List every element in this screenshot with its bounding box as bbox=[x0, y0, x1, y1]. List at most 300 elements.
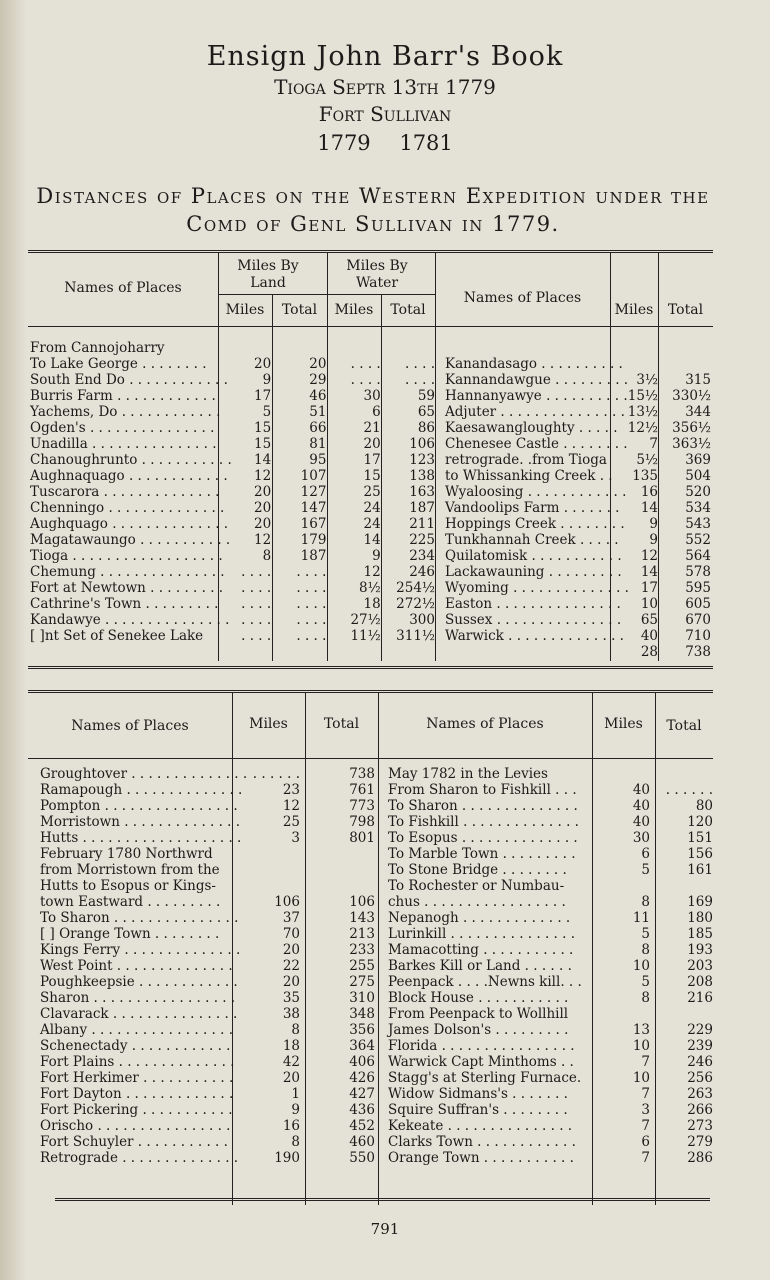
place-name-cell: Burris Farm . . . . . . . . . . . . bbox=[30, 388, 216, 404]
table-row bbox=[445, 628, 711, 644]
table-row bbox=[388, 942, 713, 958]
table-row bbox=[445, 644, 711, 660]
distance-cell: 17 bbox=[253, 388, 272, 404]
place-name-cell: Retrograde . . . . . . . . . . . . . . bbox=[40, 1150, 239, 1166]
distance-cell: 315 bbox=[685, 372, 711, 388]
distance-cell: 10 bbox=[632, 1038, 650, 1054]
table-row bbox=[30, 356, 435, 372]
place-name-cell: Fort at Newtown . . . . . . . . . bbox=[30, 580, 224, 596]
place-name-cell: Kekeate . . . . . . . . . . . . . . . bbox=[388, 1118, 573, 1134]
distance-cell: 550 bbox=[349, 1150, 375, 1166]
distance-cell: 16 bbox=[282, 1118, 300, 1134]
distance-cell: 12½ bbox=[627, 420, 658, 436]
distance-cell: 6 bbox=[641, 1134, 650, 1150]
distance-cell: 187 bbox=[300, 548, 327, 564]
place-name-cell: Clavarack . . . . . . . . . . . . . . . bbox=[40, 1006, 238, 1022]
distance-cell: 30 bbox=[363, 388, 381, 404]
place-name-cell: Warwick . . . . . . . . . . . . . . bbox=[445, 628, 624, 644]
place-name-cell: retrograde. .from Tioga bbox=[445, 452, 607, 468]
distance-cell: 20 bbox=[253, 516, 272, 532]
place-name-cell: to Whissanking Creek . . bbox=[445, 468, 613, 484]
distance-cell: 11 bbox=[632, 910, 650, 926]
distance-cell: . . . . bbox=[404, 356, 435, 372]
place-name-cell: Nepanogh . . . . . . . . . . . . . bbox=[388, 910, 571, 926]
distance-cell: 3½ bbox=[636, 372, 658, 388]
place-name-cell: Fort Pickering . . . . . . . . . . . bbox=[40, 1102, 233, 1118]
place-name-cell: Sussex . . . . . . . . . . . . . . . bbox=[445, 612, 622, 628]
distance-cell: 106 bbox=[409, 436, 435, 452]
table-row bbox=[40, 926, 375, 942]
table-row bbox=[388, 814, 713, 830]
distance-cell: 330½ bbox=[672, 388, 711, 404]
distance-cell bbox=[232, 846, 300, 862]
distance-cell: 6 bbox=[641, 846, 650, 862]
distance-cell: 10 bbox=[632, 1070, 650, 1086]
distance-cell: 13 bbox=[632, 1022, 650, 1038]
distance-cell: 163 bbox=[409, 484, 435, 500]
place-name-cell: Kings Ferry . . . . . . . . . . . . . . bbox=[40, 942, 241, 958]
table-row bbox=[388, 798, 713, 814]
place-name-cell: Ogden's . . . . . . . . . . . . . . . bbox=[30, 420, 215, 436]
distance-cell: 179 bbox=[300, 532, 327, 548]
place-name-cell: Stagg's at Sterling Furnace. bbox=[388, 1070, 582, 1086]
table-row bbox=[388, 782, 713, 798]
distance-cell: 213 bbox=[349, 926, 375, 942]
place-name-cell: Orischo . . . . . . . . . . . . . . . . bbox=[40, 1118, 231, 1134]
place-name-cell: Squire Suffran's . . . . . . . . bbox=[388, 1102, 568, 1118]
distance-cell: 738 bbox=[349, 766, 375, 782]
place-name-cell: From Cannojoharry bbox=[30, 340, 165, 356]
distance-cell: 552 bbox=[685, 532, 711, 548]
distance-cell: 578 bbox=[685, 564, 711, 580]
table-row bbox=[388, 958, 713, 974]
table-row bbox=[40, 1102, 375, 1118]
table-row bbox=[388, 1054, 713, 1070]
table-row bbox=[445, 484, 711, 500]
table-row bbox=[445, 356, 711, 372]
distance-cell: 9 bbox=[649, 532, 658, 548]
distance-cell: 286 bbox=[687, 1150, 713, 1166]
distance-cell: 20 bbox=[282, 1070, 300, 1086]
distance-cell: 12 bbox=[282, 798, 300, 814]
distance-cell: . . . . bbox=[350, 356, 381, 372]
distance-cell: 426 bbox=[349, 1070, 375, 1086]
place-name-cell: Ramapough . . . . . . . . . . . . . . bbox=[40, 782, 243, 798]
place-name-cell: Chemung . . . . . . . . . . . . . . . bbox=[30, 564, 225, 580]
distance-cell: 605 bbox=[685, 596, 711, 612]
distance-cell: . . . . bbox=[241, 612, 272, 628]
distance-cell: 13½ bbox=[627, 404, 658, 420]
place-name-cell: Easton . . . . . . . . . . . . . . . bbox=[445, 596, 621, 612]
table-row bbox=[445, 516, 711, 532]
table2-header-total: Total bbox=[323, 716, 360, 732]
distance-cell: . . . . bbox=[241, 564, 272, 580]
distance-cell: 80 bbox=[695, 798, 713, 814]
table-row bbox=[30, 388, 435, 404]
distance-cell: 798 bbox=[349, 814, 375, 830]
distance-cell: 8 bbox=[262, 548, 272, 564]
table-row bbox=[30, 596, 435, 612]
table-row bbox=[30, 484, 435, 500]
distance-cell: 190 bbox=[274, 1150, 300, 1166]
distance-cell bbox=[598, 750, 650, 766]
table-row bbox=[30, 372, 435, 388]
table-row bbox=[30, 564, 435, 580]
place-name-cell: To Marble Town . . . . . . . . . bbox=[388, 846, 576, 862]
distance-cell bbox=[271, 340, 326, 356]
table1-header-names: Names of Places bbox=[64, 280, 182, 296]
place-name-cell: Morristown . . . . . . . . . . . . . . bbox=[40, 814, 241, 830]
place-name-cell bbox=[445, 644, 610, 660]
place-name-cell: Albany . . . . . . . . . . . . . . . . . bbox=[40, 1022, 233, 1038]
distance-cell: 17 bbox=[363, 452, 381, 468]
place-name-cell: From Peenpack to Wollhill bbox=[388, 1006, 569, 1022]
distance-cell: 279 bbox=[687, 1134, 713, 1150]
place-name-cell: Kannandawgue . . . . . . . . . bbox=[445, 372, 629, 388]
place-name-cell: Warwick Capt Minthoms . . bbox=[388, 1054, 574, 1070]
table-row bbox=[445, 596, 711, 612]
place-name-cell: Chenningo . . . . . . . . . . . . . . bbox=[30, 500, 225, 516]
table2-header-total-right: Total bbox=[666, 718, 702, 734]
place-name-cell: Fort Plains . . . . . . . . . . . . . . bbox=[40, 1054, 235, 1070]
distance-cell: 211 bbox=[409, 516, 435, 532]
distance-cell: 670 bbox=[685, 612, 711, 628]
table-row bbox=[445, 500, 711, 516]
distance-cell: 7 bbox=[641, 1150, 650, 1166]
table-row bbox=[445, 372, 711, 388]
distance-cell: 40 bbox=[632, 798, 650, 814]
distance-cell bbox=[219, 340, 271, 356]
place-name-cell: Peenpack . . . .Newns kill. . . bbox=[388, 974, 582, 990]
distance-cell bbox=[326, 340, 380, 356]
distance-cell: 66 bbox=[309, 420, 327, 436]
distance-cell: 40 bbox=[640, 628, 658, 644]
distance-cell: 452 bbox=[349, 1118, 375, 1134]
table-row bbox=[40, 1134, 375, 1150]
place-name-cell: Widow Sidmans's . . . . . . . bbox=[388, 1086, 568, 1102]
distance-cell: 773 bbox=[349, 798, 375, 814]
distance-cell: 504 bbox=[685, 468, 711, 484]
distance-cell: 225 bbox=[409, 532, 435, 548]
distance-cell: 147 bbox=[300, 500, 327, 516]
table-row bbox=[388, 830, 713, 846]
distance-cell: 761 bbox=[349, 782, 375, 798]
distance-cell bbox=[232, 878, 300, 894]
distance-cell: . . . . bbox=[404, 372, 435, 388]
place-name-cell: Fort Schuyler . . . . . . . . . . . bbox=[40, 1134, 228, 1150]
distance-cell bbox=[300, 878, 375, 894]
distance-cell: 20 bbox=[309, 356, 327, 372]
distance-cell: 40 bbox=[632, 782, 650, 798]
distance-cell: 46 bbox=[309, 388, 327, 404]
table-row bbox=[388, 1086, 713, 1102]
table-row bbox=[30, 500, 435, 516]
place-name-cell: To Sharon . . . . . . . . . . . . . . . bbox=[40, 910, 239, 926]
table1-right bbox=[445, 356, 711, 660]
table-row bbox=[40, 990, 375, 1006]
distance-cell: 246 bbox=[687, 1054, 713, 1070]
distance-cell: 15 bbox=[253, 436, 272, 452]
distance-cell: 8 bbox=[291, 1134, 300, 1150]
table-row bbox=[388, 926, 713, 942]
table-row bbox=[445, 420, 711, 436]
distance-cell bbox=[650, 878, 713, 894]
table-row bbox=[388, 894, 713, 910]
place-name-cell bbox=[40, 750, 232, 766]
table2-header-miles: Miles bbox=[249, 716, 288, 732]
distance-cell: 7 bbox=[649, 436, 658, 452]
distance-cell: 95 bbox=[309, 452, 327, 468]
place-name-cell: South End Do . . . . . . . . . . . . bbox=[30, 372, 228, 388]
distance-cell: 595 bbox=[685, 580, 711, 596]
place-name-cell: [ ]nt Set of Senekee Lake bbox=[30, 628, 204, 644]
place-name-cell: May 1782 in the Levies bbox=[388, 766, 548, 782]
distance-cell: 17 bbox=[640, 580, 658, 596]
distance-cell bbox=[658, 356, 711, 372]
distance-cell: . . . . bbox=[241, 580, 272, 596]
distance-cell: 6 bbox=[372, 404, 381, 420]
place-name-cell: Chenesee Castle . . . . . . . . bbox=[445, 436, 628, 452]
distance-cell: 70 bbox=[282, 926, 300, 942]
distance-cell: 15½ bbox=[627, 388, 658, 404]
title-block bbox=[30, 40, 740, 158]
distance-cell: 123 bbox=[409, 452, 435, 468]
distance-cell: 369 bbox=[685, 452, 711, 468]
place-name-cell: Block House . . . . . . . . . . . bbox=[388, 990, 569, 1006]
distance-cell: 203 bbox=[687, 958, 713, 974]
distance-cell: 5 bbox=[641, 926, 650, 942]
table-row bbox=[30, 452, 435, 468]
distance-cell: 801 bbox=[349, 830, 375, 846]
distance-cell: 86 bbox=[417, 420, 435, 436]
table1-left bbox=[30, 340, 435, 644]
distance-cell: 22 bbox=[282, 958, 300, 974]
distance-cell: 40 bbox=[632, 814, 650, 830]
distance-cell: 234 bbox=[409, 548, 435, 564]
distance-cell: 127 bbox=[300, 484, 327, 500]
place-name-cell: Florida . . . . . . . . . . . . . . . . bbox=[388, 1038, 575, 1054]
book-years: 1779 1781 bbox=[317, 131, 453, 155]
place-name-cell: Kaesawangloughty . . . . . bbox=[445, 420, 618, 436]
distance-cell: 12 bbox=[363, 564, 381, 580]
table-row bbox=[388, 1102, 713, 1118]
place-name-cell: West Point . . . . . . . . . . . . . . bbox=[40, 958, 233, 974]
table-row bbox=[40, 750, 375, 766]
table1-header-miles-by-water: Miles By Water bbox=[346, 258, 408, 291]
place-name-cell: Groughtover . . . . . . . . . . . . . . bbox=[40, 766, 248, 782]
distance-cell: 167 bbox=[300, 516, 327, 532]
distance-cell: 8 bbox=[641, 894, 650, 910]
table-row bbox=[388, 750, 713, 766]
table-row bbox=[445, 468, 711, 484]
distance-cell: 14 bbox=[640, 564, 658, 580]
distance-cell: 1 bbox=[291, 1086, 300, 1102]
table-row bbox=[445, 388, 711, 404]
table-row bbox=[388, 1118, 713, 1134]
place-name-cell: Hannanyawye . . . . . . . . . . bbox=[445, 388, 628, 404]
place-name-cell: Hoppings Creek . . . . . . . . bbox=[445, 516, 625, 532]
place-name-cell: February 1780 Northwrd bbox=[40, 846, 213, 862]
distance-cell bbox=[598, 878, 650, 894]
distance-cell bbox=[598, 766, 650, 782]
table-row bbox=[388, 910, 713, 926]
place-name-cell: To Lake George . . . . . . . . bbox=[30, 356, 207, 372]
table-row bbox=[30, 548, 435, 564]
distance-cell: 14 bbox=[253, 452, 272, 468]
distance-cell: 5 bbox=[262, 404, 272, 420]
distance-cell: 29 bbox=[309, 372, 327, 388]
distance-cell: 25 bbox=[282, 814, 300, 830]
table1-header-miles-right: Miles bbox=[614, 302, 654, 318]
distance-cell: 348 bbox=[349, 1006, 375, 1022]
place-name-cell: Aughquago . . . . . . . . . . . . . . bbox=[30, 516, 229, 532]
distance-cell: 106 bbox=[349, 894, 375, 910]
place-name-cell: Cathrine's Town . . . . . . . . . bbox=[30, 596, 219, 612]
book-title: Ensign John Barr's Book bbox=[206, 41, 564, 72]
distance-cell: 10 bbox=[632, 958, 650, 974]
table1-header-land-total: Total bbox=[281, 302, 318, 318]
distance-cell: 427 bbox=[349, 1086, 375, 1102]
distance-cell: 38 bbox=[282, 1006, 300, 1022]
place-name-cell: chus . . . . . . . . . . . . . . . . . bbox=[388, 894, 566, 910]
place-name-cell: Tuscarora . . . . . . . . . . . . . . bbox=[30, 484, 220, 500]
table-row bbox=[30, 516, 435, 532]
distance-cell: 272½ bbox=[396, 596, 435, 612]
distance-cell: 5 bbox=[641, 974, 650, 990]
distance-cell: 10 bbox=[640, 596, 658, 612]
table1-header-names-right: Names of Places bbox=[463, 290, 582, 306]
distance-cell: 30 bbox=[632, 830, 650, 846]
distance-cell: 254½ bbox=[396, 580, 435, 596]
place-name-cell: Poughkeepsie . . . . . . . . . . . . bbox=[40, 974, 238, 990]
distance-cell: 180 bbox=[687, 910, 713, 926]
distance-cell: 460 bbox=[349, 1134, 375, 1150]
place-name-cell: Sharon . . . . . . . . . . . . . . . . . bbox=[40, 990, 236, 1006]
table1-header-land-miles: Miles bbox=[225, 302, 265, 318]
distance-cell: 15 bbox=[253, 420, 272, 436]
distance-cell: 37 bbox=[282, 910, 300, 926]
table-row bbox=[445, 404, 711, 420]
distance-cell: . . . . bbox=[350, 372, 381, 388]
distance-cell: 20 bbox=[282, 942, 300, 958]
table-row bbox=[30, 404, 435, 420]
distance-cell: . . . . bbox=[296, 564, 327, 580]
distance-cell: 364 bbox=[349, 1038, 375, 1054]
table-row bbox=[388, 1150, 713, 1166]
table-row bbox=[40, 1150, 375, 1166]
place-name-cell bbox=[388, 750, 598, 766]
distance-cell: 246 bbox=[409, 564, 435, 580]
distance-cell: 534 bbox=[685, 500, 711, 516]
table2-header-names-right: Names of Places bbox=[426, 716, 544, 732]
table-row bbox=[30, 340, 435, 356]
book-subtitle-2: Fort Sullivan bbox=[318, 102, 452, 126]
distance-cell: 24 bbox=[363, 500, 381, 516]
distance-cell: 7 bbox=[641, 1086, 650, 1102]
distance-cell: 344 bbox=[685, 404, 711, 420]
table1-header-total-right: Total bbox=[667, 302, 704, 318]
table1-bottom-rule bbox=[28, 666, 713, 669]
distance-cell: 185 bbox=[687, 926, 713, 942]
distance-cell: 15 bbox=[363, 468, 381, 484]
place-name-cell: Clarks Town . . . . . . . . . . . . bbox=[388, 1134, 576, 1150]
table-row bbox=[388, 1038, 713, 1054]
distance-cell: 310 bbox=[349, 990, 375, 1006]
table-row bbox=[30, 532, 435, 548]
distance-cell: 8 bbox=[641, 942, 650, 958]
table1-col-divider bbox=[435, 253, 436, 661]
distance-cell: 138 bbox=[409, 468, 435, 484]
table2-header-miles-right: Miles bbox=[604, 716, 643, 732]
book-subtitle: Tioga Septr 13th 1779 bbox=[274, 75, 496, 99]
distance-cell: 436 bbox=[349, 1102, 375, 1118]
table-row bbox=[40, 1006, 375, 1022]
distance-cell: 25 bbox=[363, 484, 381, 500]
distance-cell: 27½ bbox=[350, 612, 381, 628]
table-row bbox=[388, 1006, 713, 1022]
distance-cell: 356 bbox=[349, 1022, 375, 1038]
place-name-cell: Vandoolips Farm . . . . . . . bbox=[445, 500, 620, 516]
distance-cell: 7 bbox=[641, 1118, 650, 1134]
distance-cell: 266 bbox=[687, 1102, 713, 1118]
distance-cell: 256 bbox=[687, 1070, 713, 1086]
distance-cell: . . . . bbox=[296, 596, 327, 612]
table-row bbox=[445, 532, 711, 548]
table-row bbox=[388, 878, 713, 894]
table2-bottom-rule bbox=[55, 1198, 710, 1201]
distance-cell bbox=[650, 766, 713, 782]
table-row bbox=[40, 878, 375, 894]
distance-cell: 187 bbox=[409, 500, 435, 516]
table-row bbox=[30, 580, 435, 596]
table-row bbox=[40, 1086, 375, 1102]
distance-cell: 520 bbox=[685, 484, 711, 500]
distance-cell: 229 bbox=[687, 1022, 713, 1038]
table-row bbox=[388, 862, 713, 878]
distance-cell: 255 bbox=[349, 958, 375, 974]
distance-cell: 12 bbox=[253, 532, 272, 548]
distance-cell: 263 bbox=[687, 1086, 713, 1102]
place-name-cell: To Fishkill . . . . . . . . . . . . . . bbox=[388, 814, 579, 830]
table-row bbox=[388, 1134, 713, 1150]
table-row bbox=[388, 990, 713, 1006]
distance-cell: 156 bbox=[687, 846, 713, 862]
place-name-cell: Hutts . . . . . . . . . . . . . . . . . . . bbox=[40, 830, 242, 846]
distance-cell: 239 bbox=[687, 1038, 713, 1054]
distance-cell: 8½ bbox=[359, 580, 381, 596]
table-row bbox=[40, 1054, 375, 1070]
distance-cell: 216 bbox=[687, 990, 713, 1006]
distance-cell bbox=[300, 846, 375, 862]
distance-cell: 273 bbox=[687, 1118, 713, 1134]
distance-cell: 12 bbox=[253, 468, 272, 484]
distance-cell: 8 bbox=[291, 1022, 300, 1038]
place-name-cell: Wyoming . . . . . . . . . . . . . . bbox=[445, 580, 629, 596]
distance-cell: 311½ bbox=[396, 628, 435, 644]
distance-cell: 24 bbox=[363, 516, 381, 532]
distance-cell: 65 bbox=[417, 404, 435, 420]
table1-header-water-miles: Miles bbox=[334, 302, 374, 318]
table-row bbox=[30, 436, 435, 452]
table-row bbox=[30, 628, 435, 644]
table-row bbox=[30, 612, 435, 628]
distance-cell: 356½ bbox=[672, 420, 711, 436]
table-row bbox=[40, 814, 375, 830]
distance-cell: . . . . bbox=[241, 628, 272, 644]
table-row bbox=[40, 1118, 375, 1134]
place-name-cell: Barkes Kill or Land . . . . . . bbox=[388, 958, 572, 974]
distance-cell: . . . . . . bbox=[252, 766, 300, 782]
